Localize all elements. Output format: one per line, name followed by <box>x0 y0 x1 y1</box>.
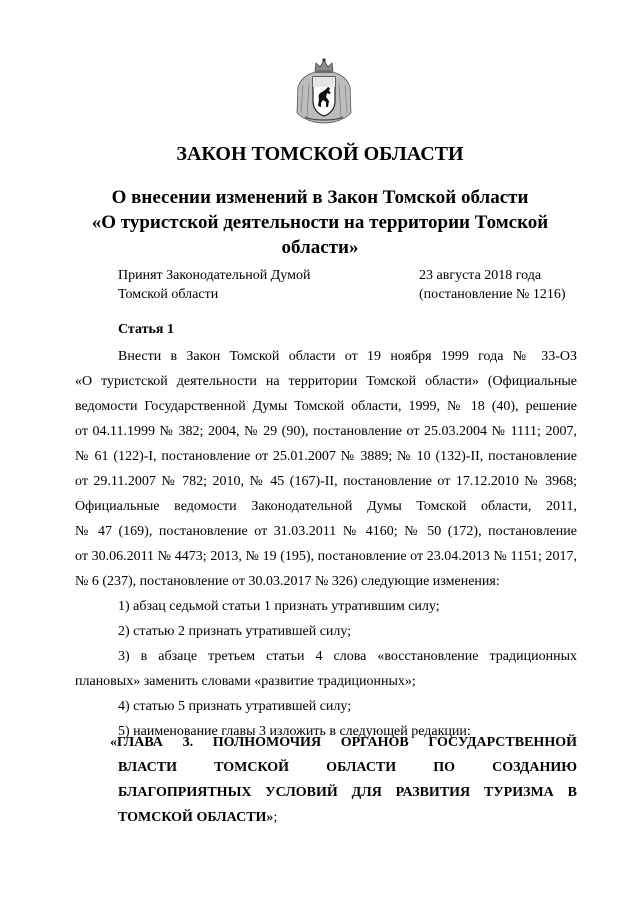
list-item: 1) абзац седьмой статьи 1 признать утратившим силу; <box>118 599 440 614</box>
quote-line: ВЛАСТИ ТОМСКОЙ ОБЛАСТИ ПО СОЗДАНИЮ <box>118 760 577 775</box>
adopted-date-line: 23 августа 2018 года <box>419 268 542 283</box>
article-text-line: от 04.11.1999 № 382; 2004, № 29 (90), постановление от 25.03.2004 № 1111; 2007, <box>75 424 577 439</box>
subtitle-line: области» <box>281 237 359 258</box>
article-text-line: Внести в Закон Томской области от 19 ноября 1999 года № 33-ОЗ <box>118 349 577 364</box>
article-text-line: от 29.11.2007 № 782; 2010, № 45 (167)-II, постановление от 17.12.2010 № 3968; <box>75 474 577 489</box>
quote-line: ТОМСКОЙ ОБЛАСТИ» <box>118 810 274 825</box>
article-text-line: от 30.06.2011 № 4473; 2013, № 19 (195), постановление от 23.04.2013 № 1151; 2017, <box>75 549 577 564</box>
article-text <box>75 344 577 744</box>
law-title: ЗАКОН ТОМСКОЙ ОБЛАСТИ <box>176 143 464 165</box>
subtitle-line: О внесении изменений в Закон Томской области <box>111 187 529 208</box>
list-item: 4) статью 5 признать утратившей силу; <box>118 699 352 714</box>
article-text-line: № 61 (122)-I, постановление от 25.01.2007 № 3889; № 10 (132)-II, постановление <box>75 449 577 464</box>
law-subtitle <box>80 185 560 260</box>
article-text-line: № 47 (169), постановление от 31.03.2011 № 4160; № 50 (172), постановление <box>75 524 577 539</box>
quote-line: БЛАГОПРИЯТНЫХ УСЛОВИЙ ДЛЯ РАЗВИТИЯ ТУРИЗМА В <box>118 785 577 800</box>
coat-of-arms-icon <box>295 57 353 125</box>
list-item: 2) статью 2 признать утратившей силу; <box>118 624 352 639</box>
adopted-by-line: Томской области <box>118 287 219 302</box>
adopted-by <box>118 266 310 304</box>
list-item: 5) наименование главы 3 изложить в следующей редакции: <box>118 724 471 739</box>
list-item-continuation: плановых» заменить словами «развитие традиционных»; <box>75 674 416 689</box>
subtitle-line: «О туристской деятельности на территории Томской <box>91 212 549 233</box>
chapter-heading-quote <box>110 730 577 830</box>
list-item: 3) в абзаце третьем статьи 4 слова «восстановление традиционных <box>118 649 577 664</box>
quote-tail: ; <box>273 810 278 825</box>
resolution-number: (постановление № 1216) <box>419 287 566 302</box>
adopted-date <box>419 266 566 304</box>
adopted-by-line: Принят Законодательной Думой <box>118 268 311 283</box>
quote-line: «ГЛАВА 3. ПОЛНОМОЧИЯ ОРГАНОВ ГОСУДАРСТВЕННОЙ <box>110 735 577 750</box>
article-text-line: № 6 (237), постановление от 30.03.2017 № 326) следующие изменения: <box>75 574 500 589</box>
article-text-line: «О туристской деятельности на территории Томской области» (Официальные <box>75 374 577 389</box>
article-heading: Статья 1 <box>118 322 174 337</box>
article-text-line: ведомости Государственной Думы Томской области, 1999, № 18 (40), решение <box>75 399 577 414</box>
quote-line-last <box>118 805 577 830</box>
article-text-line: Официальные ведомости Законодательной Думы Томской области, 2011, <box>75 499 577 514</box>
